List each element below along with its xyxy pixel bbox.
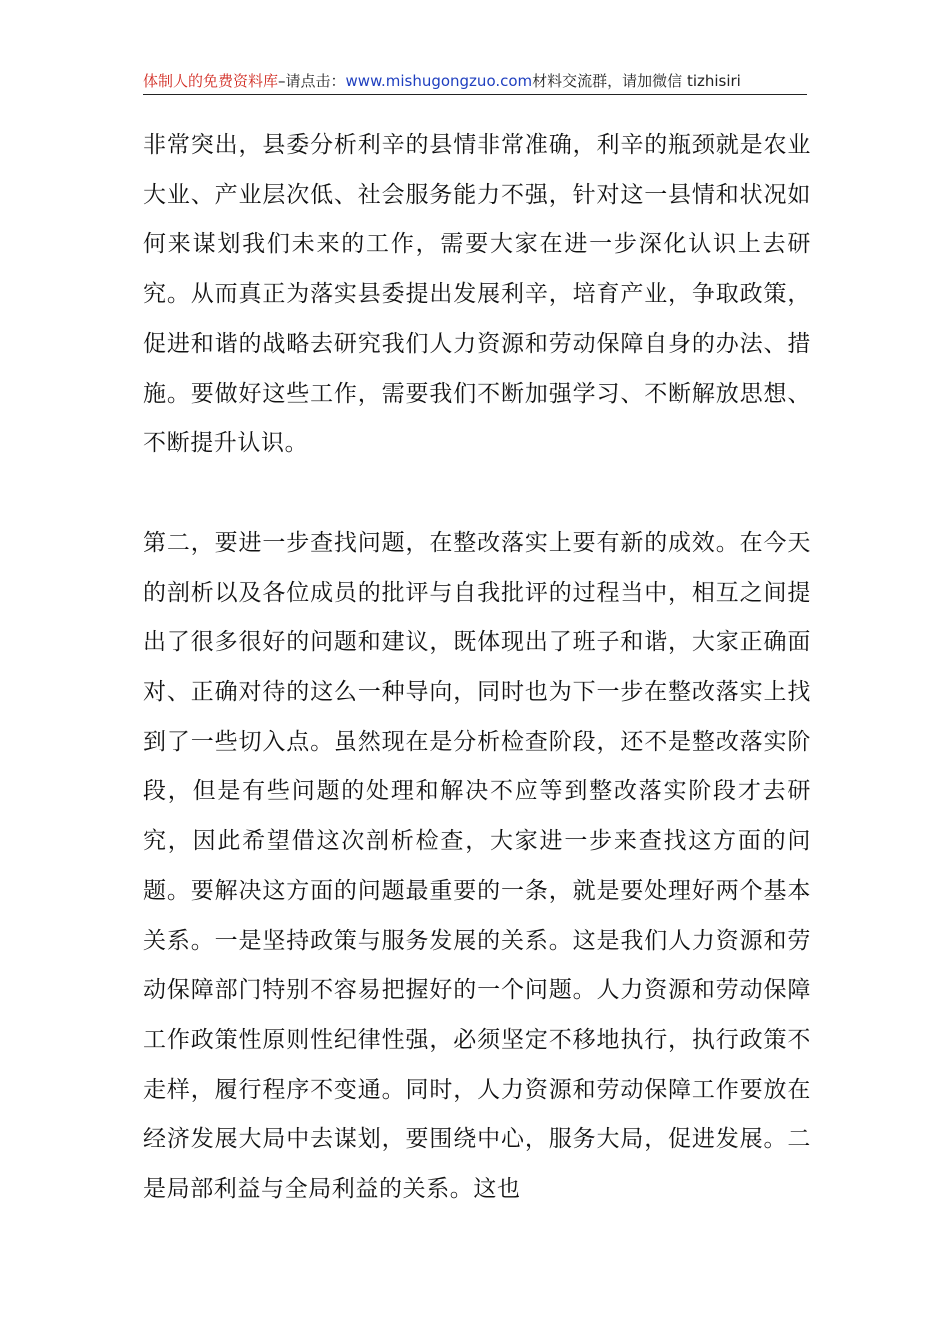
paragraph: 非常突出，县委分析利辛的县情非常准确，利辛的瓶颈就是农业大业、产业层次低、社会服务能力不强，针对这一县情和状况如何来谋划我们未来的工作，需要大家在进一步深化认识上去研究。从而真正为落实县委提出发展利辛，培育产业，争取政策，促进和谐的战略去研究我们人力资源和劳动保障自身的办法、措施。要做好这些工作，需要我们不断加强学习、不断解放思想、不断提升认识。 [143,132,811,457]
page-header [143,68,807,95]
header-prompt: –请点击： [278,72,346,90]
header-brand: 体制人的免费资料库 [143,72,279,90]
paragraph-gap [143,469,811,519]
header-link[interactable]: www.mishugongzuo.com [345,72,533,90]
document-body [143,121,811,1215]
header-note: 材料交流群，请加微信 tizhisiri [532,72,741,90]
paragraph: 第二，要进一步查找问题，在整改落实上要有新的成效。在今天的剖析以及各位成员的批评与自我批评的过程当中，相互之间提出了很多很好的问题和建议，既体现出了班子和谐，大家正确面对、正确对待的这么一种导向，同时也为下一步在整改落实上找到了一些切入点。虽然现在是分析检查阶段，还不是整改落实阶段，但是有些问题的处理和解决不应等到整改落实阶段才去研究，因此希望借这次剖析检查，大家进一步来查找这方面的问题。要解决这方面的问题最重要的一条，就是要处理好两个基本关系。一是坚持政策与服务发展的关系。这是我们人力资源和劳动保障部门特别不容易把握好的一个问题。人力资源和劳动保障工作政策性原则性纪律性强，必须坚定不移地执行，执行政策不走样，履行程序不变通。同时，人力资源和劳动保障工作要放在经济发展大局中去谋划，要围绕中心，服务大局，促进发展。二是局部利益与全局利益的关系。这也 [143,529,811,1203]
